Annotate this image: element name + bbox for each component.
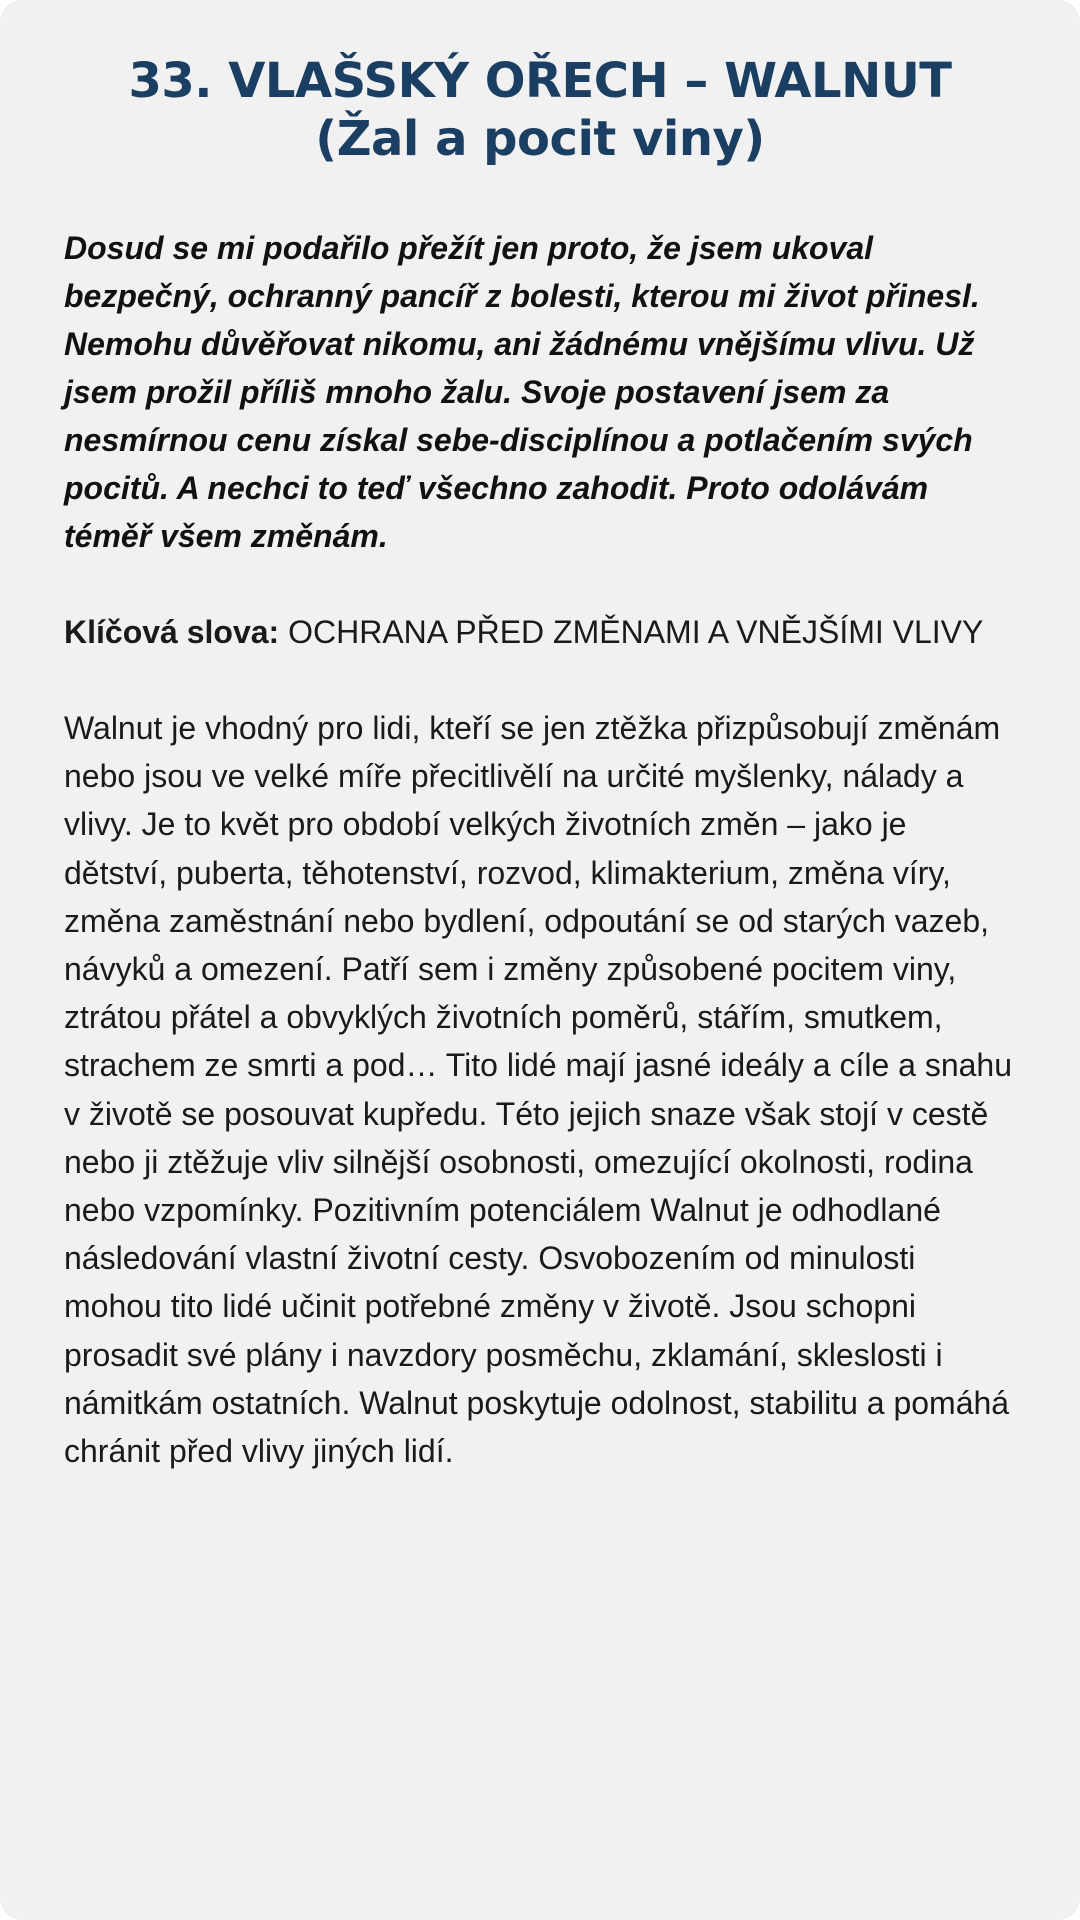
title-line-1: 33. VLAŠSKÝ OŘECH – WALNUT <box>128 53 952 109</box>
keywords-paragraph <box>64 608 1016 656</box>
page-title <box>64 52 1016 168</box>
title-line-2: (Žal a pocit viny) <box>315 111 765 167</box>
description-text: Walnut je vhodný pro lidi, kteří se jen ztěžka přizpůsobují změnám nebo jsou ve velké míře přecitlivělí na určité myšlenky, nálady a vlivy. Je to květ pro období velkých životních změn – jako je dětství, puberta, těhotenství, rozvod, klimakterium, změna víry, změna zaměstnání nebo bydlení, odpoutání se od starých vazeb, návyků a omezení. Patří sem i změny způsobené pocitem viny, ztrátou přátel a obvyklých životních poměrů, stářím, smutkem, strachem ze smrti a pod… Tito lidé mají jasné ideály a cíle a snahu v životě se posouvat kupředu. Této jejich snaze však stojí v cestě nebo ji ztěžuje vliv silnější osobnosti, omezující okolnosti, rodina nebo vzpomínky. Pozitivním potenciálem Walnut je odhodlané následování vlastní životní cesty. Osvobozením od minulosti mohou tito lidé učinit potřebné změny v životě. Jsou schopni prosadit své plány i navzdory posměchu, zklamání, skleslosti i námitkám ostatních. Walnut poskytuje odolnost, stabilitu a pomáhá chránit před vlivy jiných lidí. <box>64 710 1012 1470</box>
intro-statement: Dosud se mi podařilo přežít jen proto, že jsem ukoval bezpečný, ochranný pancíř z bolesti, kterou mi život přinesl. Nemohu důvěřovat nikomu, ani žádnému vnějšímu vlivu. Už jsem prožil příliš mnoho žalu. Svoje postavení jsem za nesmírnou cenu získal sebe-disciplínou a potlačením svých pocitů. A nechci to teď všechno zahodit. Proto odolávám téměř všem změnám. <box>64 230 980 554</box>
keywords-value: OCHRANA PŘED ZMĚNAMI A VNĚJŠÍMI VLIVY <box>279 614 984 650</box>
keywords-label: Klíčová slova: <box>64 614 280 650</box>
